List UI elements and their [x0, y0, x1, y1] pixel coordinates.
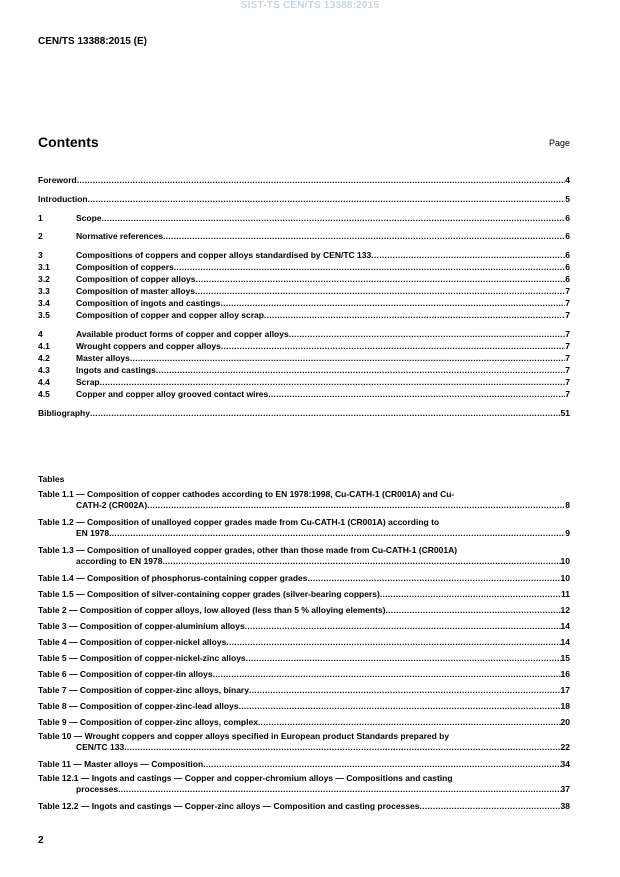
toc-entry-3-4[interactable]	[38, 298, 570, 309]
table-entry-title: Table 10 — Wrought coppers and copper alloys specified in European product Standards prepared by	[38, 731, 450, 741]
table-entry-1-3[interactable]	[38, 545, 570, 567]
toc-entry-title: Master alloys	[76, 353, 130, 363]
toc-entry-title: Composition of ingots and castings	[76, 298, 221, 308]
table-entry-page: 14	[560, 637, 570, 647]
tables-heading: Tables	[38, 474, 65, 484]
table-entry-title-cont: EN 1978	[76, 528, 110, 538]
table-entry-4[interactable]	[38, 637, 570, 648]
table-entry-page: 15	[560, 653, 570, 663]
toc-entry-page: 6	[565, 213, 570, 223]
toc-entry-page: 51	[560, 408, 570, 418]
table-entry-title: Table 12.1 — Ingots and castings — Copper and copper-chromium alloys — Compositions and casting	[38, 773, 453, 783]
table-entry-10[interactable]	[38, 731, 570, 753]
table-entry-title: Table 1.2 — Composition of unalloyed copper grades made from Cu-CATH-1 (CR001A) according to	[38, 517, 440, 527]
table-entry-page: 12	[560, 605, 570, 615]
toc-entry-page: 7	[565, 286, 570, 296]
document-id: CEN/TS 13388:2015 (E)	[38, 36, 147, 47]
toc-entry-normative-references[interactable]	[38, 231, 570, 242]
toc-entry-page: 7	[565, 310, 570, 320]
toc-entry-number: 4.1	[38, 341, 50, 351]
toc-entry-title: Composition of copper and copper alloy scrap	[76, 310, 264, 320]
table-entry-page: 10	[560, 573, 570, 583]
toc-entry-page: 7	[565, 353, 570, 363]
table-entry-page: 17	[560, 685, 570, 695]
toc-entry-title: Wrought coppers and copper alloys	[76, 341, 221, 351]
table-entry-1-5[interactable]	[38, 589, 570, 600]
table-entry-title: Table 2 — Composition of copper alloys, low alloyed (less than 5 % alloying elements)	[38, 605, 386, 615]
toc-entry-3-3[interactable]	[38, 286, 570, 297]
toc-entry-page: 7	[565, 377, 570, 387]
table-entry-title: Table 8 — Composition of copper-zinc-lead alloys	[38, 701, 239, 711]
page-number: 2	[38, 835, 44, 846]
toc-entry-page: 6	[565, 231, 570, 241]
table-entry-title: Table 5 — Composition of copper-nickel-zinc alloys	[38, 653, 246, 663]
toc-entry-number: 4.2	[38, 353, 50, 363]
table-entry-page: 34	[560, 759, 570, 769]
toc-entry-page: 5	[565, 194, 570, 204]
toc-entry-page: 4	[565, 175, 570, 185]
toc-entry-4-4[interactable]	[38, 377, 570, 388]
table-entry-title: Table 1.3 — Composition of unalloyed copper grades, other than those made from Cu-CATH-1 (CR001A)	[38, 545, 458, 555]
toc-entry-number: 4.4	[38, 377, 50, 387]
table-entry-title: Table 12.2 — Ingots and castings — Copper-zinc alloys — Composition and casting processes	[38, 801, 420, 811]
toc-entry-compositions[interactable]	[38, 250, 570, 261]
table-entry-3[interactable]	[38, 621, 570, 632]
table-entry-title: Table 1.5 — Composition of silver-containing copper grades (silver-bearing coppers)	[38, 589, 380, 599]
table-entry-8[interactable]	[38, 701, 570, 712]
toc-entry-number: 3.4	[38, 298, 50, 308]
toc-entry-number: 3.3	[38, 286, 50, 296]
toc-entry-number: 4.3	[38, 365, 50, 375]
toc-entry-number: 3.2	[38, 274, 50, 284]
toc-entry-introduction[interactable]	[38, 194, 570, 205]
table-entry-2[interactable]	[38, 605, 570, 616]
toc-entry-page: 7	[565, 341, 570, 351]
toc-entry-3-2[interactable]	[38, 274, 570, 285]
toc-entry-number: 1	[38, 213, 43, 223]
toc-entry-page: 6	[565, 250, 570, 260]
table-entry-title: Table 1.1 — Composition of copper cathodes according to EN 1978:1998, Cu-CATH-1 (CR001A) and Cu-	[38, 489, 455, 499]
toc-entry-foreword[interactable]	[38, 175, 570, 186]
toc-entry-4-5[interactable]	[38, 389, 570, 400]
toc-entry-4-3[interactable]	[38, 365, 570, 376]
toc-entry-page: 7	[565, 329, 570, 339]
contents-title: Contents	[38, 134, 99, 150]
table-entry-title: Table 4 — Composition of copper-nickel alloys	[38, 637, 227, 647]
toc-entry-title: Foreword	[38, 175, 77, 185]
toc-entry-title: Copper and copper alloy grooved contact wires	[76, 389, 269, 399]
table-entry-page: 22	[560, 742, 570, 752]
toc-entry-title: Bibliography	[38, 408, 90, 418]
toc-entry-title: Composition of copper alloys	[76, 274, 196, 284]
table-entry-page: 11	[561, 589, 570, 599]
toc-entry-number: 3.5	[38, 310, 50, 320]
toc-entry-title: Available product forms of copper and copper alloys	[76, 329, 289, 339]
toc-entry-3-1[interactable]	[38, 262, 570, 273]
table-entry-7[interactable]	[38, 685, 570, 696]
toc-entry-4-2[interactable]	[38, 353, 570, 364]
table-entry-title: Table 9 — Composition of copper-zinc alloys, complex	[38, 717, 258, 727]
toc-entry-4-1[interactable]	[38, 341, 570, 352]
toc-entry-number: 4	[38, 329, 43, 339]
table-entry-title-cont: according to EN 1978	[76, 556, 163, 566]
table-entry-title: Table 3 — Composition of copper-aluminium alloys	[38, 621, 245, 631]
table-entry-11[interactable]	[38, 759, 570, 770]
toc-entry-number: 2	[38, 231, 43, 241]
table-entry-page: 20	[560, 717, 570, 727]
toc-entry-page: 7	[565, 365, 570, 375]
table-entry-title-cont: CEN/TC 133	[76, 742, 125, 752]
table-entry-6[interactable]	[38, 669, 570, 680]
toc-entry-title: Scrap	[76, 377, 100, 387]
toc-entry-title: Normative references	[76, 231, 163, 241]
table-entry-title-cont: CATH-2 (CR002A)	[76, 500, 148, 510]
table-entry-title-cont: processes	[76, 784, 119, 794]
table-entry-1-4[interactable]	[38, 573, 570, 584]
table-entry-page: 38	[560, 801, 570, 811]
toc-entry-3-5[interactable]	[38, 310, 570, 321]
toc-entry-title: Scope	[76, 213, 102, 223]
table-entry-page: 18	[560, 701, 570, 711]
toc-entry-page: 6	[565, 274, 570, 284]
toc-entry-bibliography[interactable]	[38, 408, 570, 419]
toc-entry-number: 3	[38, 250, 43, 260]
table-entry-1-1[interactable]	[38, 489, 570, 511]
toc-entry-title: Composition of master alloys	[76, 286, 196, 296]
table-entry-page: 10	[560, 556, 570, 566]
page-column-heading: Page	[548, 138, 570, 148]
table-entry-page: 37	[560, 784, 570, 794]
toc-entry-number: 4.5	[38, 389, 50, 399]
table-entry-title: Table 11 — Master alloys — Composition	[38, 759, 204, 769]
toc-entry-title: Ingots and castings	[76, 365, 156, 375]
table-entry-9[interactable]	[38, 717, 570, 728]
toc-entry-title: Introduction	[38, 194, 88, 204]
toc-entry-title: Composition of coppers	[76, 262, 174, 272]
toc-entry-scope[interactable]	[38, 213, 570, 224]
watermark: SIST-TS CEN/TS 13388:2015	[240, 0, 380, 11]
toc-entry-page: 7	[565, 389, 570, 399]
table-entry-page: 14	[560, 621, 570, 631]
toc-entry-title: Compositions of coppers and copper alloys standardised by CEN/TC 133	[76, 250, 372, 260]
table-entry-12-2[interactable]	[38, 801, 570, 812]
toc-entry-page: 6	[565, 262, 570, 272]
table-entry-title: Table 1.4 — Composition of phosphorus-containing copper grades	[38, 573, 308, 583]
table-entry-title: Table 6 — Composition of copper-tin alloys	[38, 669, 213, 679]
table-entry-title: Table 7 — Composition of copper-zinc alloys, binary	[38, 685, 249, 695]
toc-entry-product-forms[interactable]	[38, 329, 570, 340]
table-entry-page: 9	[565, 528, 570, 538]
table-entry-12-1[interactable]	[38, 773, 570, 795]
toc-entry-page: 7	[565, 298, 570, 308]
table-entry-5[interactable]	[38, 653, 570, 664]
table-entry-1-2[interactable]	[38, 517, 570, 539]
table-entry-page: 8	[565, 500, 570, 510]
toc-entry-number: 3.1	[38, 262, 50, 272]
table-entry-page: 16	[560, 669, 570, 679]
